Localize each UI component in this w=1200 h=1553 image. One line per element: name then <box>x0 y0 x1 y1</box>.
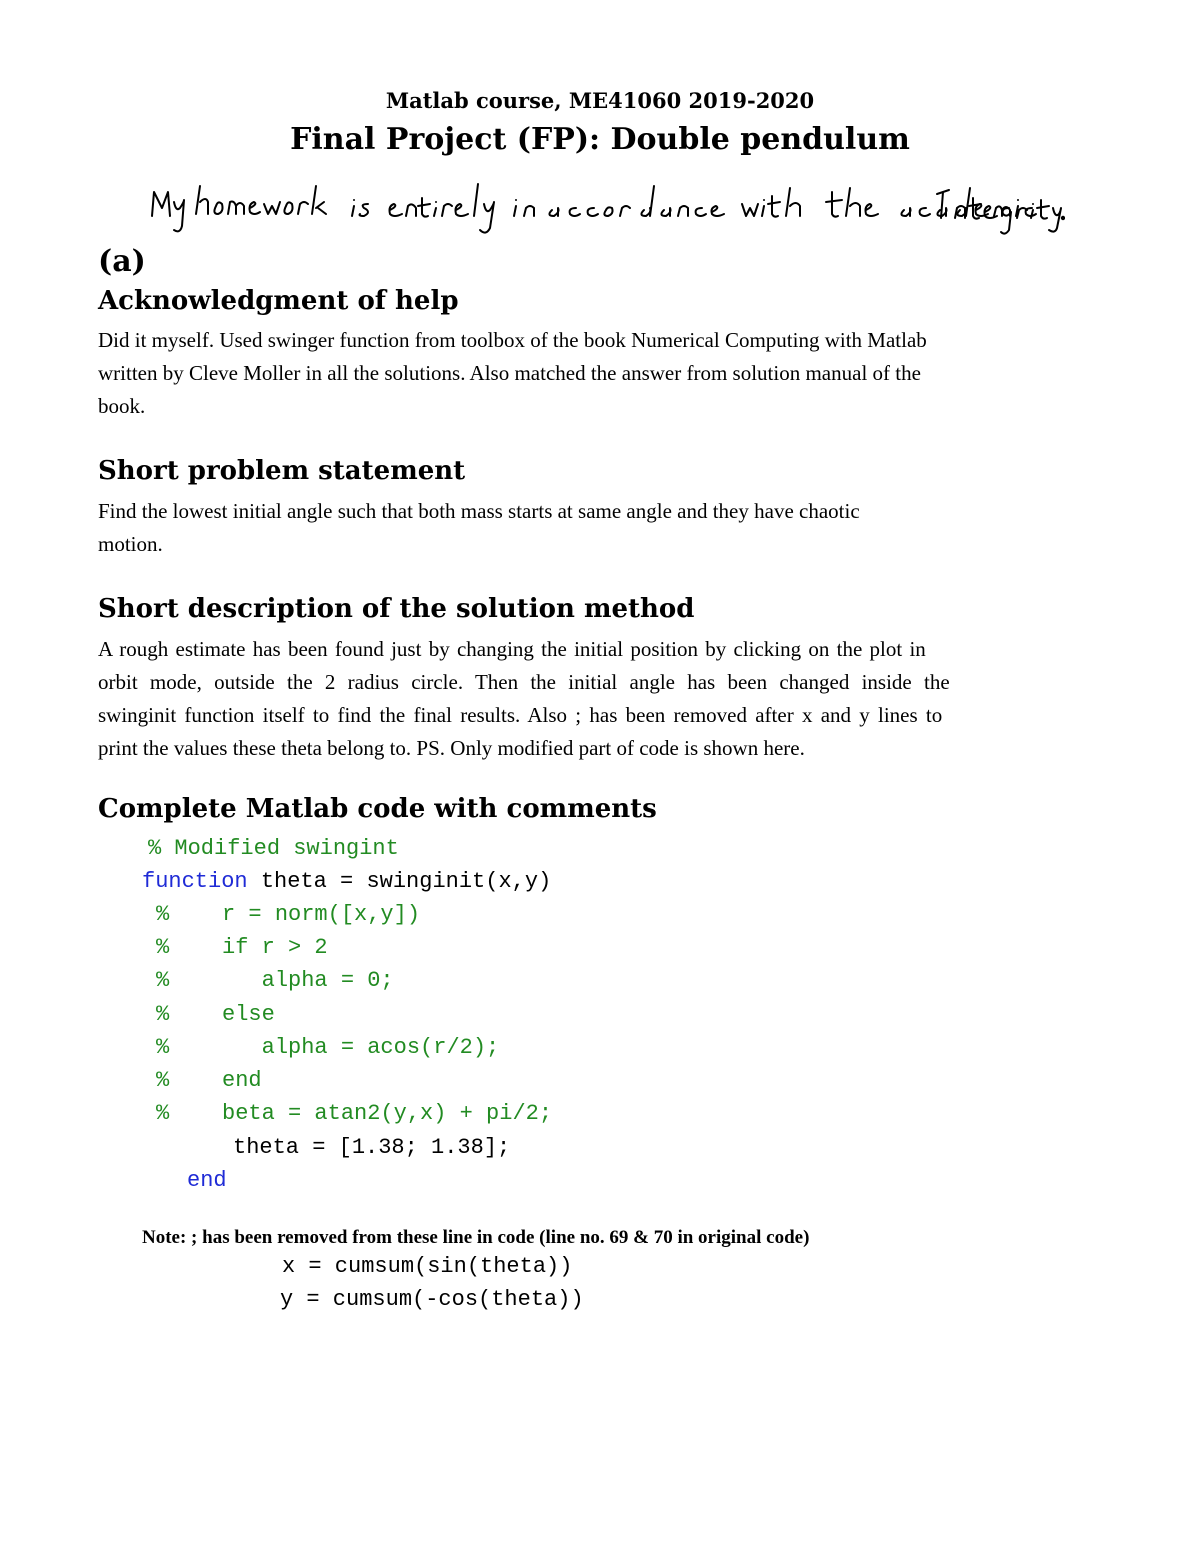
code-line: theta = [1.38; 1.38]; <box>233 1135 511 1160</box>
code-heading: Complete Matlab code with comments <box>98 794 657 824</box>
acknowledgment-line: written by Cleve Moller in all the solutions. Also matched the answer from solution manual of the <box>98 361 921 385</box>
acknowledgment-heading: Acknowledgment of help <box>98 286 459 316</box>
code-line: % beta = atan2(y,x) + pi/2; <box>156 1101 553 1126</box>
code-line: % r = norm([x,y]) <box>156 902 421 927</box>
code-line: end <box>187 1168 227 1193</box>
note-text: Note: ; has been removed from these line in code (line no. 69 & 70 in original code) <box>142 1227 810 1248</box>
method-line: print the values these theta belong to. PS. Only modified part of code is shown here. <box>98 736 805 760</box>
note-code-line: y = cumsum(-cos(theta)) <box>280 1287 584 1312</box>
code-text: theta = swinginit(x,y) <box>247 869 552 894</box>
code-line <box>142 865 551 898</box>
method-heading: Short description of the solution method <box>98 594 695 624</box>
code-line: % else <box>156 1002 275 1027</box>
handwritten-signature <box>140 178 1070 238</box>
handwritten-signature-end <box>935 178 1065 238</box>
acknowledgment-line: book. <box>98 394 146 418</box>
problem-heading: Short problem statement <box>98 456 466 486</box>
code-line: % Modified swingint <box>148 836 399 861</box>
method-line: swinginit function itself to find the final results. Also ; has been removed after x and y lines to <box>98 703 943 727</box>
code-line: % alpha = 0; <box>156 968 394 993</box>
code-line: % end <box>156 1068 262 1093</box>
method-line: orbit mode, outside the 2 radius circle. Then the initial angle has been changed inside the <box>98 670 950 694</box>
method-line: A rough estimate has been found just by changing the initial position by clicking on the plot in <box>98 637 926 661</box>
course-line: Matlab course, ME41060 2019-2020 <box>385 88 815 113</box>
code-line: % if r > 2 <box>156 935 328 960</box>
section-label: (a) <box>98 244 146 279</box>
code-keyword: function <box>142 869 248 894</box>
note-code-line: x = cumsum(sin(theta)) <box>282 1254 573 1279</box>
acknowledgment-line: Did it myself. Used swinger function from toolbox of the book Numerical Computing with Matlab <box>98 328 927 352</box>
code-line: % alpha = acos(r/2); <box>156 1035 500 1060</box>
page-title: Final Project (FP): Double pendulum <box>290 122 910 157</box>
problem-line: Find the lowest initial angle such that both mass starts at same angle and they have chaotic <box>98 499 860 523</box>
problem-line: motion. <box>98 532 163 556</box>
